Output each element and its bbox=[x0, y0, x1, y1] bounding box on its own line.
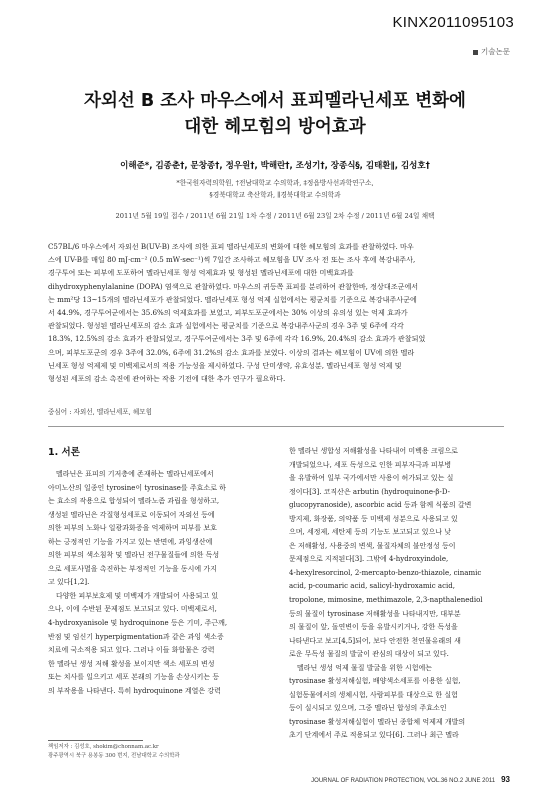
title-line-1: 자외선 B 조사 마우스에서 표피멜라닌세포 변화에 bbox=[84, 91, 466, 111]
footnote-rule bbox=[48, 740, 143, 741]
body-line: tyrosinase 활성저해실험이 멜라닌 종합체 억제제 개발의 bbox=[289, 717, 466, 726]
abstract-line: 형성된 세포의 감소 촉진에 관여하는 작용 기전에 대한 추가 연구가 필요하다. bbox=[48, 374, 286, 384]
keywords: 중심어 : 자외선, 멜라닌세포, 헤모힘 bbox=[48, 408, 152, 416]
intro-heading: 1. 서론 bbox=[48, 447, 80, 458]
body-line: 4-hydroxyanisole 및 hydroquinone 등은 기미, 주근깨, bbox=[48, 619, 228, 628]
body-line: 으며, 세정제, 세탄제 등의 기능도 보고되고 있으나 낮 bbox=[289, 528, 452, 537]
body-line: 4-hexylresorcinol, 2-mercapto-benzo-thiazole, cinamic bbox=[289, 568, 482, 577]
abstract-line: 으며, 피부도포군의 경우 3주에 32.0%, 6주에 31.2%의 감소 효과를 보였다. 이상의 결과는 헤모힘이 UV에 의한 멜라 bbox=[48, 347, 415, 357]
body-line: 멜라닌 생성 억제 물질 발굴을 위한 시험에는 bbox=[297, 663, 433, 672]
body-line: 하는 긍정적인 기능을 가지고 있는 반면에, 과잉생산에 bbox=[48, 537, 213, 546]
footnote-line-1: 책임저자 : 김성호, shokim@chonnam.ac.kr bbox=[48, 744, 159, 750]
abstract-line: 관찰되었다. 형성된 멜라닌세포의 감소 효과 실험에서는 평균치를 기준으로 복강내주사군의 경우 3주 및 6주에 각각 bbox=[48, 321, 404, 331]
body-line: 나타낸다고 보고[4,5]되어, 보다 안전한 천연물유래의 새 bbox=[289, 636, 461, 645]
left-column-text bbox=[48, 468, 263, 698]
abstract-line: 서 44.9%, 경구투여군에서는 35.6%의 억제효과를 보였고, 피부도포군에서는 30% 이상의 유의성 있는 억제 효과가 bbox=[48, 308, 408, 318]
body-line: 으나, 이에 수반된 문제점도 보고되고 있다. 미백제로서, bbox=[48, 605, 217, 614]
body-line: 다양한 피부보호제 및 미백제가 개발되어 사용되고 있 bbox=[56, 591, 219, 600]
section-divider bbox=[48, 426, 504, 427]
affiliation-line-2: §경북대학교 축산학과, ∥경북대학교 수의학과 bbox=[209, 191, 341, 199]
body-line: 는 효소의 작용으로 합성되어 멜라노좀 과립을 형성하고, bbox=[48, 497, 220, 506]
body-line: 고 있다[1,2]. bbox=[48, 578, 90, 587]
footnote-line-2: 광주광역시 북구 용봉동 300 번지, 전남대학교 수의학과 bbox=[48, 753, 180, 759]
abstract-line: 는 mm²당 13~15개의 멜라닌세포가 관찰되었다. 멜라닌세포 형성 억제 실험에서는 평균치를 기준으로 복강내주사군에 bbox=[48, 294, 417, 304]
abstract-line: C57BL/6 마우스에서 자외선 B(UV-B) 조사에 의한 표피 멜라닌세포의 변화에 대한 헤모힘의 효과를 관찰하였다. 마우 bbox=[48, 242, 414, 251]
abstract-line: 닌세포 형성 억제제 및 미백제로서의 적용 가능성을 제시하였다. 구성 단미생약, 유효성분, 멜라닌세포 형성 억제 및 bbox=[48, 360, 402, 370]
body-line: 의 물질이 앞, 돌연변이 등을 유발시키거나, 강한 독성을 bbox=[289, 623, 458, 632]
body-line: 치료에 국소적용 되고 있다. 그러나 이들 화합물은 강력 bbox=[48, 646, 215, 655]
body-line: 을 유발하여 일부 국가에서만 사용이 허가되고 있는 실 bbox=[289, 474, 454, 483]
square-bullet-icon bbox=[473, 50, 478, 55]
right-column-text bbox=[289, 445, 504, 743]
abstract-line: dihydroxyphenylalanine (DOPA) 염색으로 관찰하였다. 마우스의 귀등쪽 표피를 분리하여 관찰한바, 정상대조군에서 bbox=[48, 281, 419, 291]
body-line: tyrosinase 활성저해실험, 배양색소세포를 이용한 실험, bbox=[289, 677, 461, 686]
body-line: 초기 단계에서 주로 적용되고 있다[6]. 그러나 최근 멜라 bbox=[289, 731, 459, 740]
body-line: 등의 물질이 tyrosinase 저해활성을 나타내지만, 대부분 bbox=[289, 609, 461, 618]
document-id: KINX2011095103 bbox=[392, 14, 514, 31]
body-line: 문제점으로 지적된다[3]. 그밖에 4-hydroxyindole, bbox=[289, 555, 449, 564]
journal-footer bbox=[311, 775, 510, 784]
abstract-line: 18.3%, 12.5%의 감소 효과가 관찰되었고, 경구투여군에서는 3주 및 6주에 각각 16.9%, 20.4%의 감소 효과가 관찰되었 bbox=[48, 334, 426, 344]
page-number: 93 bbox=[501, 775, 510, 784]
left-column bbox=[48, 445, 263, 698]
body-line: 로운 무독성 물질의 발굴이 관심의 대상이 되고 있다. bbox=[289, 650, 449, 659]
body-line: 등이 실시되고 있으며, 그중 멜라닌 합성의 주효소인 bbox=[289, 704, 447, 713]
body-line: 또는 치사를 일으키고 세포 본래의 기능을 손상시키는 등 bbox=[48, 673, 220, 682]
abstract-line: 경구투여 또는 피부에 도포하여 멜라닌세포 형성 억제효과 및 형성된 멜라닌세포에 대한 미백효과를 bbox=[48, 268, 354, 278]
abstract bbox=[48, 240, 504, 385]
paper-title bbox=[40, 88, 510, 140]
section-tag bbox=[473, 46, 510, 57]
body-line: tropolone, mimosine, methimazole, 2,3-napthalenediol bbox=[289, 596, 483, 605]
author-list: 이해준*, 김종춘†, 문창종†, 정우원†, 박해란†, 조성기†, 장종식§, 김태환∥, 김성호† bbox=[120, 161, 430, 171]
body-line: 으로 세포사멸을 촉진하는 부정적인 기능을 동시에 가지 bbox=[48, 564, 217, 573]
title-line-2: 대한 헤모힘의 방어효과 bbox=[184, 117, 366, 137]
body-line: 생성된 멜라닌은 각질형성세포로 이동되어 자외선 등에 bbox=[48, 510, 215, 519]
body-line: 은 저해활성, 사용중의 변색, 물질자체의 불안정성 등이 bbox=[289, 541, 456, 550]
body-line: 방지제, 화장품, 의약품 등 미백제 성분으로 사용되고 있 bbox=[289, 514, 458, 523]
body-line: 실험동물에서의 생체시험, 사람피부를 대상으로 한 실험 bbox=[289, 690, 458, 699]
body-line: 정이다[3]. 코직산은 arbutin (hydroquinone-β-D- bbox=[289, 487, 450, 496]
body-line: 의한 피부의 노화나 일광과화증을 억제하며 피부를 보호 bbox=[48, 524, 217, 533]
abstract-line: 스에 UV-B를 매일 80 mJ·cm⁻² (0.5 mW·sec⁻¹)씩 7일간 조사하고 헤모힘을 UV 조사 전 또는 조사 후에 복강내주사, bbox=[48, 255, 416, 265]
body-line: acid, p-coumaric acid, salicyl-hydroxamic acid, bbox=[289, 582, 455, 591]
body-line: 의 부작용을 나타낸다. 특히 hydroquinone 계열은 강력 bbox=[48, 686, 221, 695]
right-column bbox=[289, 445, 504, 743]
body-line: 개발되었으나, 세포 독성으로 인한 피부자극과 피부병 bbox=[289, 460, 452, 469]
section-tag-label: 기술논문 bbox=[481, 47, 510, 56]
body-line: 한 멜라닌 생성 저해 활성을 보이지만 색소 세포의 변성 bbox=[48, 659, 215, 668]
body-line: 아미노산의 일종인 tyrosine이 tyrosinase를 주효소로 하 bbox=[48, 483, 226, 492]
body-line: 반점 및 임신기 hyperpigmentation과 같은 과잉 색소증 bbox=[48, 632, 224, 641]
body-line: glucopyranoside), ascorbic acid 등과 함께 식품의 갈변 bbox=[289, 501, 472, 510]
journal-name: JOURNAL OF RADIATION PROTECTION, VOL.36 NO.2 JUNE 2011 bbox=[311, 778, 496, 784]
body-line: 멜라닌은 표피의 기저층에 존재하는 멜라닌세포에서 bbox=[56, 470, 214, 478]
body-line: 의한 피부의 색소침착 및 멜라닌 전구물질들에 의한 독성 bbox=[48, 551, 220, 560]
body-line: 한 멜라닌 생합성 저해활성을 나타내어 미백용 크림으로 bbox=[289, 447, 458, 455]
footnote bbox=[48, 743, 180, 761]
affiliation-line-1: *한국원자력의학원, †전남대학교 수의학과, ‡정읍방사선과학연구소, bbox=[176, 179, 374, 187]
submission-dates: 2011년 5월 19일 접수 / 2011년 6월 21일 1차 수정 / 2011년 6월 23일 2차 수정 / 2011년 6월 24일 채택 bbox=[115, 212, 435, 220]
